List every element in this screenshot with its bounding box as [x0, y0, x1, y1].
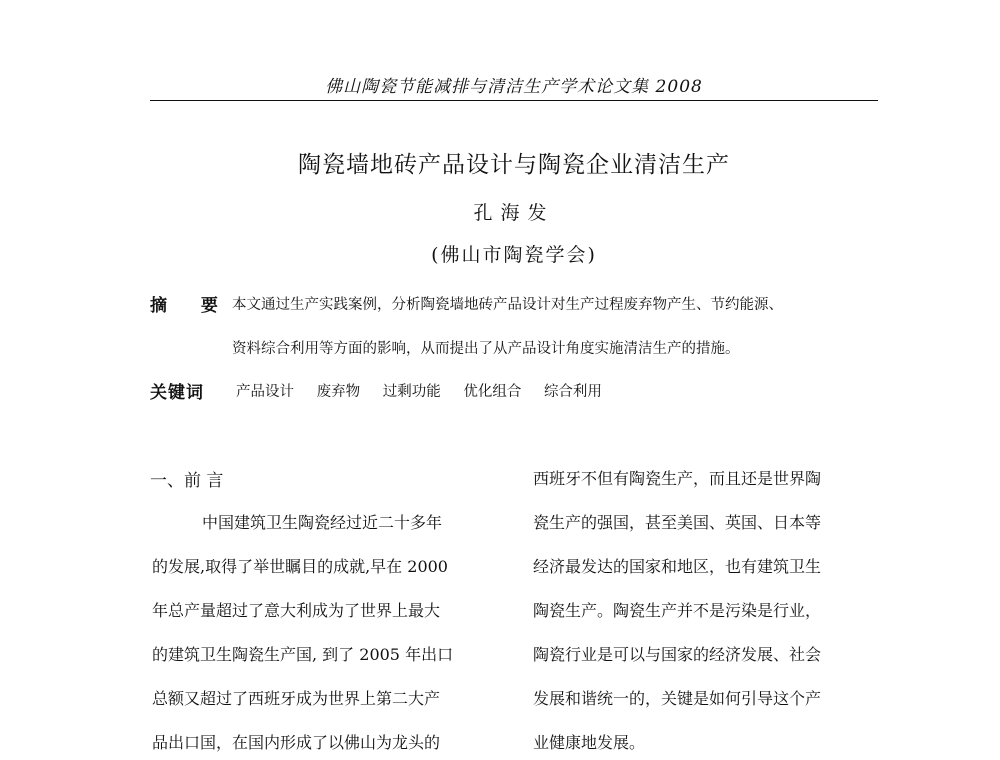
- body-line-left: 总额又超过了西班牙成为世界上第二大产: [152, 689, 441, 708]
- keyword: 产品设计: [236, 384, 294, 400]
- keyword: 优化组合: [463, 384, 522, 400]
- author-affiliation: (佛山市陶瓷学会): [431, 244, 597, 266]
- body-line-right: 瓷生产的强国，甚至美国、英国、日本等: [533, 513, 822, 532]
- body-line-right: 业健康地发展。: [533, 733, 646, 752]
- body-line-left: 的建筑卫生陶瓷生产国, 到了 2005 年出口: [152, 645, 454, 664]
- abstract-line: 本文通过生产实践案例，分析陶瓷墙地砖产品设计对生产过程废弃物产生、节约能源、: [232, 297, 783, 313]
- body-line-left: 中国建筑卫生陶瓷经过近二十多年: [202, 513, 443, 532]
- running-header: 佛山陶瓷节能减排与清洁生产学术论文集 2008: [325, 77, 703, 97]
- body-line-right: 发展和谐统一的，关键是如何引导这个产: [533, 689, 822, 708]
- keyword: 过剩功能: [382, 384, 441, 400]
- body-line-left: 年总产量超过了意大利成为了世界上最大: [152, 601, 441, 620]
- body-line-right: 经济最发达的国家和地区，也有建筑卫生: [533, 557, 822, 576]
- author-name: 孔海发: [473, 202, 555, 224]
- keyword: 废弃物: [316, 384, 361, 400]
- paper-title: 陶瓷墙地砖产品设计与陶瓷企业清洁生产: [298, 152, 730, 178]
- header-rule: [150, 100, 878, 101]
- body-line-right: 陶瓷行业是可以与国家的经济发展、社会: [533, 645, 822, 664]
- keywords-label: 关键词: [150, 383, 204, 403]
- section-heading: 一、前 言: [150, 471, 224, 491]
- body-line-left: 的发展,取得了举世瞩目的成就,早在 2000: [152, 557, 448, 576]
- body-line-right: 陶瓷生产。陶瓷生产并不是污染是行业，: [533, 601, 822, 620]
- abstract-label: 摘 要: [150, 296, 232, 316]
- keywords-list: [236, 380, 620, 401]
- abstract-line: 资料综合利用等方面的影响，从而提出了从产品设计角度实施清洁生产的措施。: [232, 341, 740, 357]
- body-line-right: 西班牙不但有陶瓷生产，而且还是世界陶: [533, 469, 822, 488]
- body-line-left: 品出口国，在国内形成了以佛山为龙头的: [152, 733, 441, 752]
- keyword: 综合利用: [543, 384, 602, 400]
